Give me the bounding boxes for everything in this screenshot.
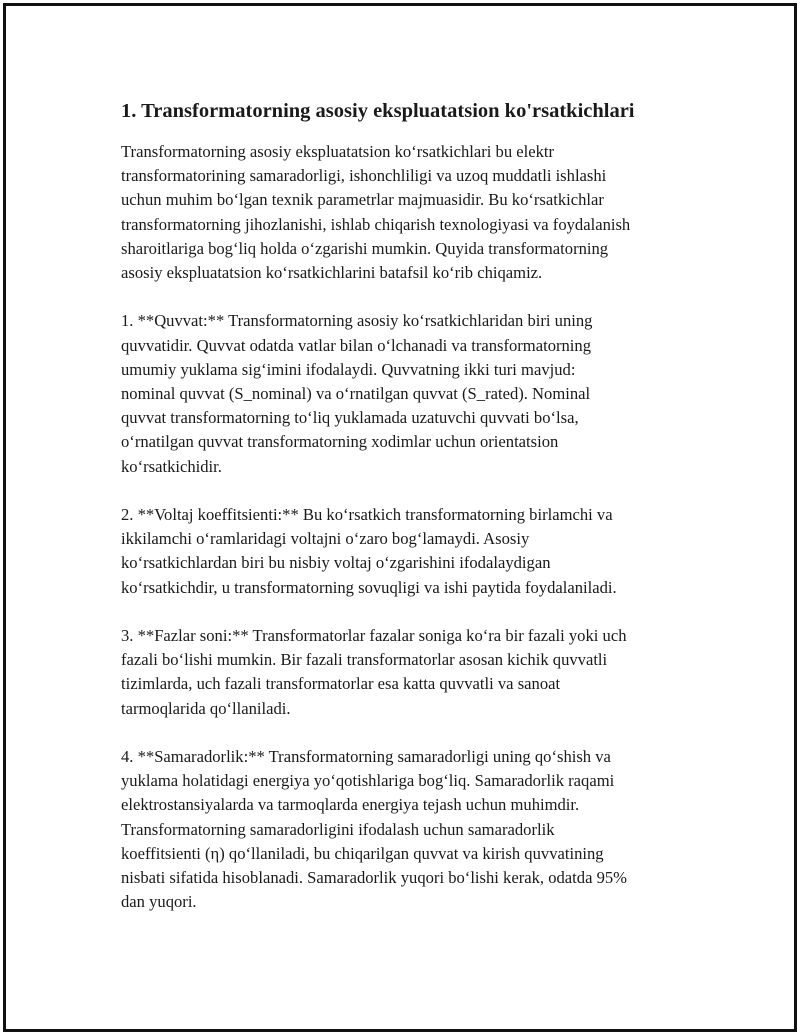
paragraph-intro bbox=[121, 140, 696, 285]
text-line: quvvat transformatorning to‘liq yuklamada uzatuvchi quvvati bo‘lsa, bbox=[121, 408, 579, 428]
page-frame bbox=[3, 3, 797, 1032]
text-line: sharoitlariga bog‘liq holda o‘zgarishi mumkin. Quyida transformatorning bbox=[121, 238, 609, 258]
text-line: 1. **Quvvat:** Transformatorning asosiy ko‘rsatkichlaridan biri uning bbox=[121, 311, 593, 331]
text-line: Transformatorning samaradorligini ifodalash uchun samaradorlik bbox=[121, 819, 555, 839]
text-line: uchun muhim bo‘lgan texnik parametrlar majmuasidir. Bu ko‘rsatkichlar bbox=[121, 190, 604, 210]
paragraph-quvvat bbox=[121, 309, 696, 478]
text-line: dan yuqori. bbox=[121, 892, 197, 912]
text-line: asosiy ekspluatatsion ko‘rsatkichlarini batafsil ko‘rib chiqamiz. bbox=[121, 263, 543, 283]
text-line: koeffitsienti (η) qo‘llaniladi, bu chiqarilgan quvvat va kirish quvvatining bbox=[121, 843, 604, 863]
text-line: elektrostansiyalarda va tarmoqlarda energiya tejash uchun muhimdir. bbox=[121, 795, 580, 815]
paragraph-fazlar bbox=[121, 624, 696, 721]
text-line: nominal quvvat (S_nominal) va o‘rnatilgan quvvat (S_rated). Nominal bbox=[121, 384, 591, 404]
text-line: ko‘rsatkichdir, u transformatorning sovuqligi va ishi paytida foydalaniladi. bbox=[121, 577, 617, 597]
text-line: tarmoqlarida qo‘llaniladi. bbox=[121, 698, 291, 718]
paragraph-samaradorlik bbox=[121, 745, 696, 914]
paragraph-voltaj bbox=[121, 503, 696, 600]
text-line: 2. **Voltaj koeffitsienti:** Bu ko‘rsatkich transformatorning birlamchi va bbox=[121, 505, 613, 525]
text-line: o‘rnatilgan quvvat transformatorning xodimlar uchun orientatsion bbox=[121, 432, 559, 452]
text-line: umumiy yuklama sig‘imini ifodalaydi. Quvvatning ikki turi mavjud: bbox=[121, 359, 576, 379]
document-title: 1. Transformatorning asosiy ekspluatatsion ko'rsatkichlari bbox=[121, 100, 635, 122]
text-line: yuklama holatidagi energiya yo‘qotishlariga bog‘liq. Samaradorlik raqami bbox=[121, 771, 615, 791]
text-line: nisbati sifatida hisoblanadi. Samaradorlik yuqori bo‘lishi kerak, odatda 95% bbox=[121, 868, 627, 888]
text-line: ko‘rsatkichidir. bbox=[121, 456, 222, 476]
text-line: 3. **Fazlar soni:** Transformatorlar fazalar soniga ko‘ra bir fazali yoki uch bbox=[121, 626, 627, 646]
text-line: fazali bo‘lishi mumkin. Bir fazali transformatorlar asosan kichik quvvatli bbox=[121, 650, 608, 670]
text-line: quvvatidir. Quvvat odatda vatlar bilan o‘lchanadi va transformatorning bbox=[121, 335, 592, 355]
text-line: Transformatorning asosiy ekspluatatsion ko‘rsatkichlari bu elektr bbox=[121, 142, 555, 161]
text-line: transformatorining samaradorligi, ishonchliligi va uzoq muddatli ishlashi bbox=[121, 166, 607, 186]
document-body bbox=[121, 96, 696, 914]
text-line: transformatorning jihozlanishi, ishlab chiqarish texnologiyasi va foydalanish bbox=[121, 214, 631, 234]
text-line: 4. **Samaradorlik:** Transformatorning samaradorligi uning qo‘shish va bbox=[121, 747, 611, 767]
text-line: tizimlarda, uch fazali transformatorlar esa katta quvvatli va sanoat bbox=[121, 674, 561, 694]
text-line: ikkilamchi o‘ramlaridagi voltajni o‘zaro bog‘lamaydi. Asosiy bbox=[121, 529, 530, 549]
text-line: ko‘rsatkichlardan biri bu nisbiy voltaj o‘zgarishini ifodalaydigan bbox=[121, 553, 551, 573]
